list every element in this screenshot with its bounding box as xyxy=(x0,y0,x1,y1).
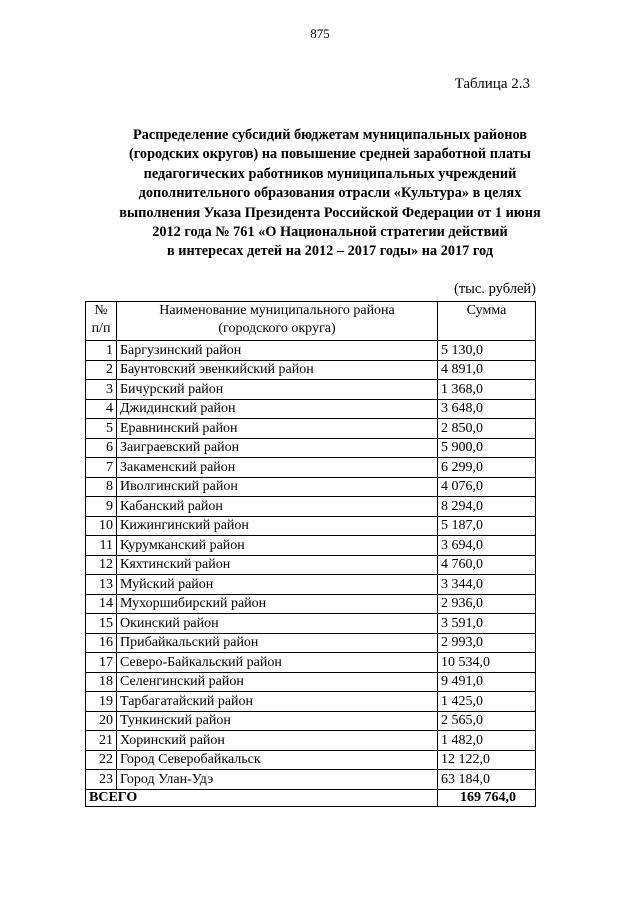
row-sum: 3 648,0 xyxy=(438,399,536,419)
row-district-name: Кяхтинский район xyxy=(117,555,438,575)
row-number: 21 xyxy=(86,731,117,751)
row-sum: 1 425,0 xyxy=(438,692,536,712)
row-sum: 12 122,0 xyxy=(438,750,536,770)
row-sum: 2 850,0 xyxy=(438,419,536,439)
row-sum: 2 993,0 xyxy=(438,633,536,653)
row-district-name: Еравнинский район xyxy=(117,419,438,439)
title-line: Распределение субсидий бюджетам муниципальных районов xyxy=(132,127,527,143)
row-district-name: Кижингинский район xyxy=(117,516,438,536)
total-row xyxy=(86,789,536,806)
table-row xyxy=(86,341,536,361)
row-number: 23 xyxy=(86,770,117,790)
row-district-name: Северо-Байкальский район xyxy=(117,653,438,673)
row-sum: 5 187,0 xyxy=(438,516,536,536)
row-district-name: Закаменский район xyxy=(117,458,438,478)
row-number: 12 xyxy=(86,555,117,575)
row-sum: 1 368,0 xyxy=(438,380,536,400)
total-sum: 169 764,0 xyxy=(438,789,536,806)
table-row xyxy=(86,458,536,478)
row-sum: 4 076,0 xyxy=(438,477,536,497)
row-sum: 3 344,0 xyxy=(438,575,536,595)
table-row xyxy=(86,711,536,731)
row-number: 14 xyxy=(86,594,117,614)
title-line: 2012 года № 761 «О Национальной стратегии действий xyxy=(152,224,508,241)
page-number: 875 xyxy=(310,26,330,41)
row-district-name: Баунтовский эвенкийский район xyxy=(117,360,438,380)
row-district-name: Тункинский район xyxy=(117,711,438,731)
table-header xyxy=(86,302,536,341)
table-row xyxy=(86,633,536,653)
row-sum: 1 482,0 xyxy=(438,731,536,751)
table-row xyxy=(86,536,536,556)
table-row xyxy=(86,438,536,458)
row-district-name: Окинский район xyxy=(117,614,438,634)
row-sum: 10 534,0 xyxy=(438,653,536,673)
header-name-line2: (городского округа) xyxy=(218,321,336,336)
row-number: 6 xyxy=(86,438,117,458)
row-sum: 2 565,0 xyxy=(438,711,536,731)
header-name xyxy=(117,302,438,341)
row-number: 4 xyxy=(86,399,117,419)
title-line: педагогических работников муниципальных учреждений xyxy=(143,165,517,182)
row-number: 18 xyxy=(86,672,117,692)
title-line: дополнительного образования отрасли «Культура» в целях xyxy=(138,185,522,202)
header-number-line1: № xyxy=(94,303,108,318)
row-district-name: Прибайкальский район xyxy=(117,633,438,653)
units-label: (тыс. рублей) xyxy=(454,281,536,297)
title-line: (городских округов) на повышение средней заработной платы xyxy=(129,146,531,163)
row-number: 7 xyxy=(86,458,117,478)
row-district-name: Баргузинский район xyxy=(117,341,438,361)
header-sum xyxy=(438,302,536,341)
row-number: 11 xyxy=(86,536,117,556)
row-sum: 63 184,0 xyxy=(438,770,536,790)
table-row xyxy=(86,750,536,770)
row-number: 17 xyxy=(86,653,117,673)
table-row xyxy=(86,594,536,614)
total-label: ВСЕГО xyxy=(86,789,438,806)
row-number: 13 xyxy=(86,575,117,595)
table-row xyxy=(86,497,536,517)
document-title xyxy=(60,126,600,262)
row-number: 5 xyxy=(86,419,117,439)
row-district-name: Хоринский район xyxy=(117,731,438,751)
table-row xyxy=(86,477,536,497)
row-number: 15 xyxy=(86,614,117,634)
table-row xyxy=(86,770,536,790)
row-number: 9 xyxy=(86,497,117,517)
row-sum: 5 130,0 xyxy=(438,341,536,361)
row-district-name: Заиграевский район xyxy=(117,438,438,458)
row-district-name: Кабанский район xyxy=(117,497,438,517)
title-line: в интересах детей на 2012 – 2017 годы» на 2017 год xyxy=(166,243,493,260)
row-number: 1 xyxy=(86,341,117,361)
header-sum-label: Сумма xyxy=(466,303,507,318)
row-number: 3 xyxy=(86,380,117,400)
header-number-line2: п/п xyxy=(91,321,111,336)
row-district-name: Курумканский район xyxy=(117,536,438,556)
row-district-name: Муйский район xyxy=(117,575,438,595)
table-row xyxy=(86,360,536,380)
row-sum: 3 694,0 xyxy=(438,536,536,556)
row-sum: 5 900,0 xyxy=(438,438,536,458)
row-district-name: Город Северобайкальск xyxy=(117,750,438,770)
row-district-name: Город Улан-Удэ xyxy=(117,770,438,790)
header-name-line1: Наименование муниципального района xyxy=(159,303,395,318)
table-row xyxy=(86,555,536,575)
table-row xyxy=(86,575,536,595)
table-row xyxy=(86,692,536,712)
row-sum: 4 891,0 xyxy=(438,360,536,380)
table-row xyxy=(86,653,536,673)
subsidy-table xyxy=(85,301,536,807)
row-district-name: Тарбагатайский район xyxy=(117,692,438,712)
row-district-name: Иволгинский район xyxy=(117,477,438,497)
row-district-name: Селенгинский район xyxy=(117,672,438,692)
row-district-name: Бичурский район xyxy=(117,380,438,400)
row-district-name: Мухоршибирский район xyxy=(117,594,438,614)
row-sum: 9 491,0 xyxy=(438,672,536,692)
table-label: Таблица 2.3 xyxy=(454,76,530,92)
header-number xyxy=(86,302,117,341)
title-line: выполнения Указа Президента Российской Федерации от 1 июня xyxy=(119,204,541,221)
row-number: 2 xyxy=(86,360,117,380)
row-number: 8 xyxy=(86,477,117,497)
table-row xyxy=(86,380,536,400)
row-sum: 3 591,0 xyxy=(438,614,536,634)
row-sum: 2 936,0 xyxy=(438,594,536,614)
table-row xyxy=(86,731,536,751)
table-row xyxy=(86,672,536,692)
row-number: 20 xyxy=(86,711,117,731)
row-sum: 4 760,0 xyxy=(438,555,536,575)
table-row xyxy=(86,614,536,634)
row-district-name: Джидинский район xyxy=(117,399,438,419)
table-body xyxy=(86,341,536,790)
row-sum: 8 294,0 xyxy=(438,497,536,517)
table-row xyxy=(86,399,536,419)
row-sum: 6 299,0 xyxy=(438,458,536,478)
table-row xyxy=(86,419,536,439)
row-number: 22 xyxy=(86,750,117,770)
row-number: 19 xyxy=(86,692,117,712)
row-number: 16 xyxy=(86,633,117,653)
table-row xyxy=(86,516,536,536)
row-number: 10 xyxy=(86,516,117,536)
